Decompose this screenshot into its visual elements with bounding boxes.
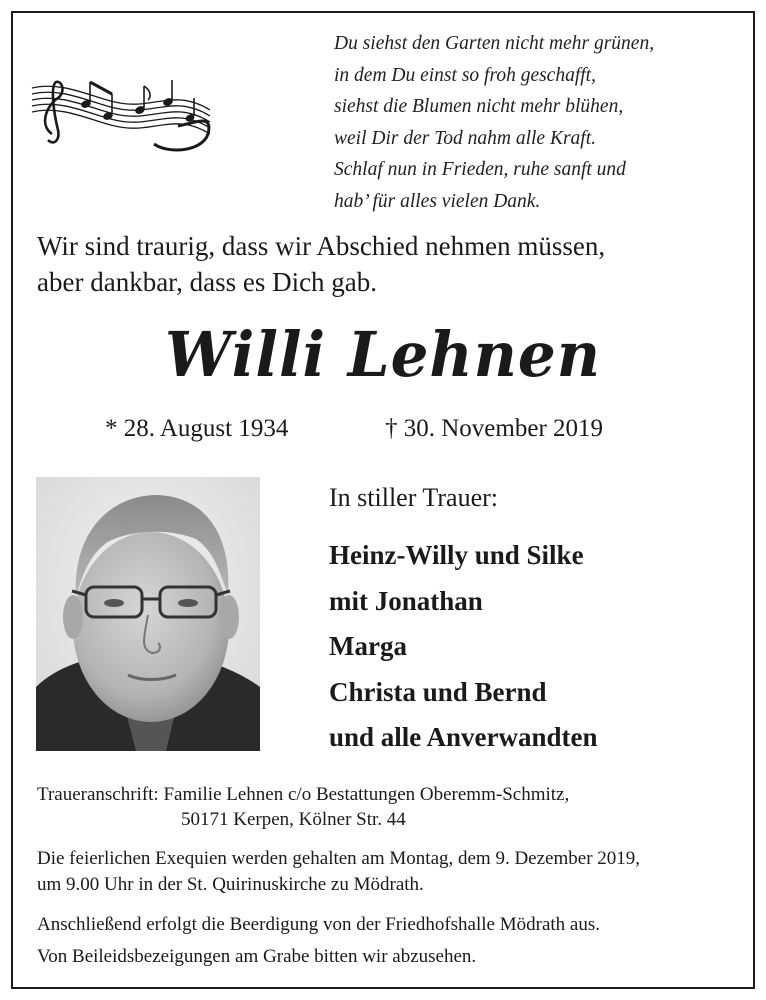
intro-line: aber dankbar, dass es Dich gab. xyxy=(37,267,378,297)
exequien-text-continued: um 9.00 Uhr in der St. Quirinuskirche zu Mödrath. xyxy=(37,874,424,895)
mourning-heading: In stiller Trauer: xyxy=(329,483,498,512)
mourners-list xyxy=(329,533,598,761)
birth-date: * 28. August 1934 xyxy=(105,415,289,442)
poem-line: hab’ für alles vielen Dank. xyxy=(334,190,541,212)
mourning-address-street: 50171 Kerpen, Kölner Str. 44 xyxy=(181,809,406,830)
poem-line: in dem Du einst so froh geschafft, xyxy=(334,64,596,86)
mourner-line: Heinz-Willy und Silke xyxy=(329,540,584,570)
intro-line: Wir sind traurig, dass wir Abschied nehmen müssen, xyxy=(37,231,606,261)
death-date: † 30. November 2019 xyxy=(385,415,604,442)
mourner-line: Marga xyxy=(329,631,407,661)
poem-line: weil Dir der Tod nahm alle Kraft. xyxy=(334,127,597,149)
deceased-name: Willi Lehnen xyxy=(165,318,601,391)
poem-line: Schlaf nun in Frieden, ruhe sanft und xyxy=(334,159,626,181)
mourner-line: mit Jonathan xyxy=(329,585,483,616)
poem xyxy=(334,28,744,218)
condolences-text: Von Beileidsbezeigungen am Grabe bitten wir abzusehen. xyxy=(37,946,477,967)
exequien-text: Die feierlichen Exequien werden gehalten am Montag, dem 9. Dezember 2019, xyxy=(37,848,641,869)
portrait-photo xyxy=(36,477,260,751)
mourning-address: Traueranschrift: Familie Lehnen c/o Bestattungen Oberemm-Schmitz, xyxy=(37,784,570,805)
music-notes-icon xyxy=(28,74,213,156)
poem-line: siehst die Blumen nicht mehr blühen, xyxy=(334,96,624,118)
burial-text: Anschließend erfolgt die Beerdigung von der Friedhofshalle Mödrath aus. xyxy=(37,914,600,935)
mourner-line: Christa und Bernd xyxy=(329,676,547,707)
intro-text xyxy=(37,228,747,300)
poem-line: Du siehst den Garten nicht mehr grünen, xyxy=(334,33,655,54)
mourner-line: und alle Anverwandten xyxy=(329,722,598,752)
